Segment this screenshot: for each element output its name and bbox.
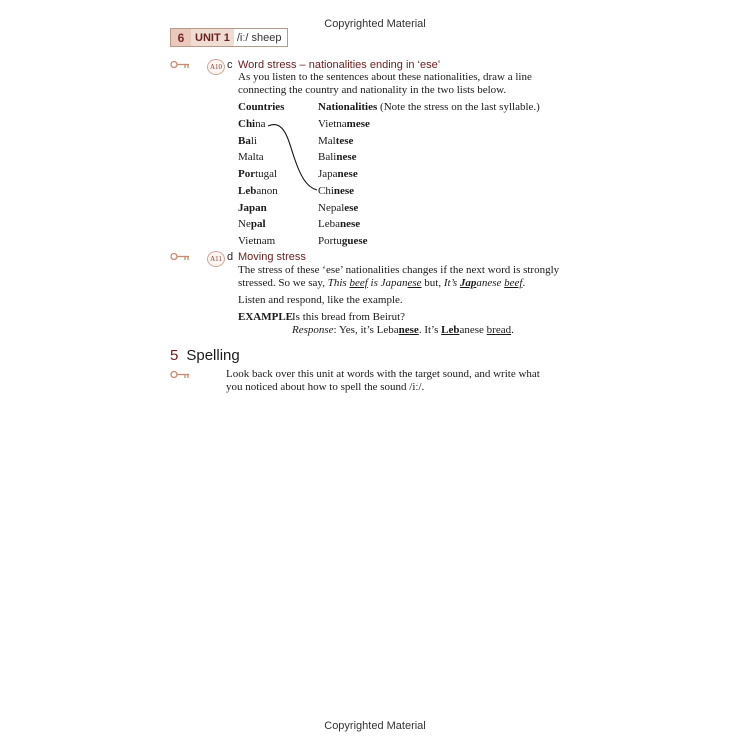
text-run: . — [511, 324, 514, 336]
stressed-syllable: nese — [339, 218, 361, 231]
stressed-syllable: nese — [336, 151, 357, 164]
stressed-syllable: Leb — [238, 184, 257, 197]
stressed-word: bread — [486, 324, 512, 336]
nationality-root: Bali — [318, 151, 337, 164]
paragraph-line: The stress of these ‘ese’ nationalities changes if the next word is strongly — [238, 264, 560, 276]
country-name: Vietnam — [238, 234, 276, 247]
unit-sound: /iː/ sheep — [236, 31, 282, 44]
matching-line — [262, 121, 322, 193]
copyright-bottom: Copyrighted Material — [324, 720, 426, 732]
nationality-item — [318, 151, 357, 163]
section-title: Spelling — [186, 347, 240, 364]
exercise-title-c: Word stress – nationalities ending in ‘ese’ — [238, 59, 441, 71]
nationality-item — [318, 185, 354, 197]
text-run: anese — [476, 277, 505, 289]
country-rest: pal — [250, 218, 266, 231]
nationality-item — [318, 218, 360, 230]
text-run: anese — [459, 324, 487, 336]
nationalities-note: (Note the stress on the last syllable.) — [377, 101, 540, 113]
nationality-root: Portu — [318, 234, 342, 247]
text-run: : Yes, it’s Leba — [333, 324, 399, 336]
copyright-top: Copyrighted Material — [324, 18, 426, 30]
stressed-syllable: nese — [333, 184, 355, 197]
text-run: is Japan — [367, 277, 408, 289]
nationality-root: Leba — [318, 218, 340, 231]
page-header — [170, 28, 288, 47]
nationalities-header — [318, 101, 540, 115]
instruction-line: connecting the country and nationality in the two lists below. — [238, 84, 507, 96]
key-icon — [170, 252, 190, 261]
countries-header: Countries — [238, 101, 285, 113]
country-rest: tugal — [255, 168, 278, 181]
country-rest: li — [250, 134, 257, 147]
stressed-syllable: ese — [407, 277, 422, 289]
nationality-root: Vietna — [318, 118, 347, 130]
nationality-root: Nepal — [318, 201, 345, 214]
key-icon — [170, 60, 190, 69]
text-run: . — [522, 277, 526, 289]
country-rest: an — [255, 201, 267, 214]
country-item — [238, 135, 257, 147]
stressed-syllable: Chi — [238, 118, 256, 130]
section-number: 5 — [170, 347, 179, 364]
country-item — [238, 202, 267, 214]
stressed-syllable: nese — [398, 324, 419, 336]
nationality-root: Mal — [318, 134, 336, 147]
nationality-item — [318, 168, 358, 180]
nationality-item — [318, 118, 370, 130]
stressed-syllable: Ba — [238, 134, 251, 147]
country-rest: na — [255, 118, 266, 130]
paragraph-line — [238, 277, 525, 291]
cd-track-icon: A10 — [207, 59, 225, 75]
response-label: Response — [292, 324, 334, 336]
page-number: 6 — [171, 29, 191, 46]
nationality-root: Chi — [318, 184, 334, 197]
stressed-syllable: Ne — [238, 218, 251, 231]
stressed-syllable: ese — [344, 201, 359, 214]
example-label: EXAMPLE — [238, 311, 293, 323]
section-heading — [170, 347, 240, 364]
instruction-line: As you listen to the sentences about these nationalities, draw a line — [238, 71, 532, 83]
country-item — [238, 218, 266, 230]
nationality-item — [318, 235, 368, 247]
cd-track-icon: A11 — [207, 251, 225, 267]
country-rest: anon — [256, 184, 278, 197]
paragraph-line: you noticed about how to spell the sound /iː/. — [226, 381, 425, 393]
stressed-syllable: Por — [238, 168, 256, 181]
stressed-syllable: Jap — [459, 277, 477, 289]
text-run: . It’s — [418, 324, 442, 336]
unit-title: UNIT 1 — [191, 29, 234, 46]
text-run: stressed. So we say, — [238, 277, 328, 289]
stressed-word: beef — [349, 277, 368, 289]
nationality-item — [318, 202, 358, 214]
stressed-syllable: tese — [335, 134, 354, 147]
exercise-title-d: Moving stress — [238, 251, 306, 263]
stressed-syllable: guese — [341, 234, 368, 247]
stressed-syllable: mese — [346, 118, 370, 130]
stressed-syllable: Jap — [238, 201, 256, 214]
nationality-item — [318, 135, 353, 147]
stressed-syllable: Leb — [441, 324, 460, 336]
country-name: Malta — [238, 151, 264, 164]
paragraph-line: Listen and respond, like the example. — [238, 294, 403, 306]
country-item — [238, 151, 264, 163]
exercise-letter-d: d — [227, 251, 234, 263]
exercise-letter-c: c — [227, 59, 233, 71]
paragraph-line: Look back over this unit at words with the target sound, and write what — [226, 368, 540, 380]
key-icon — [170, 370, 190, 379]
text-run: but, — [421, 277, 444, 289]
text-run: It’s — [443, 277, 460, 289]
nationalities-header-label: Nationalities — [318, 101, 378, 113]
stressed-syllable: nese — [337, 168, 358, 181]
nationality-root: Japa — [318, 168, 338, 181]
example-response — [292, 324, 514, 338]
example-question: Is this bread from Beirut? — [292, 311, 406, 323]
text-run: This — [327, 277, 350, 289]
country-item — [238, 235, 275, 247]
stressed-word: beef — [504, 277, 523, 289]
